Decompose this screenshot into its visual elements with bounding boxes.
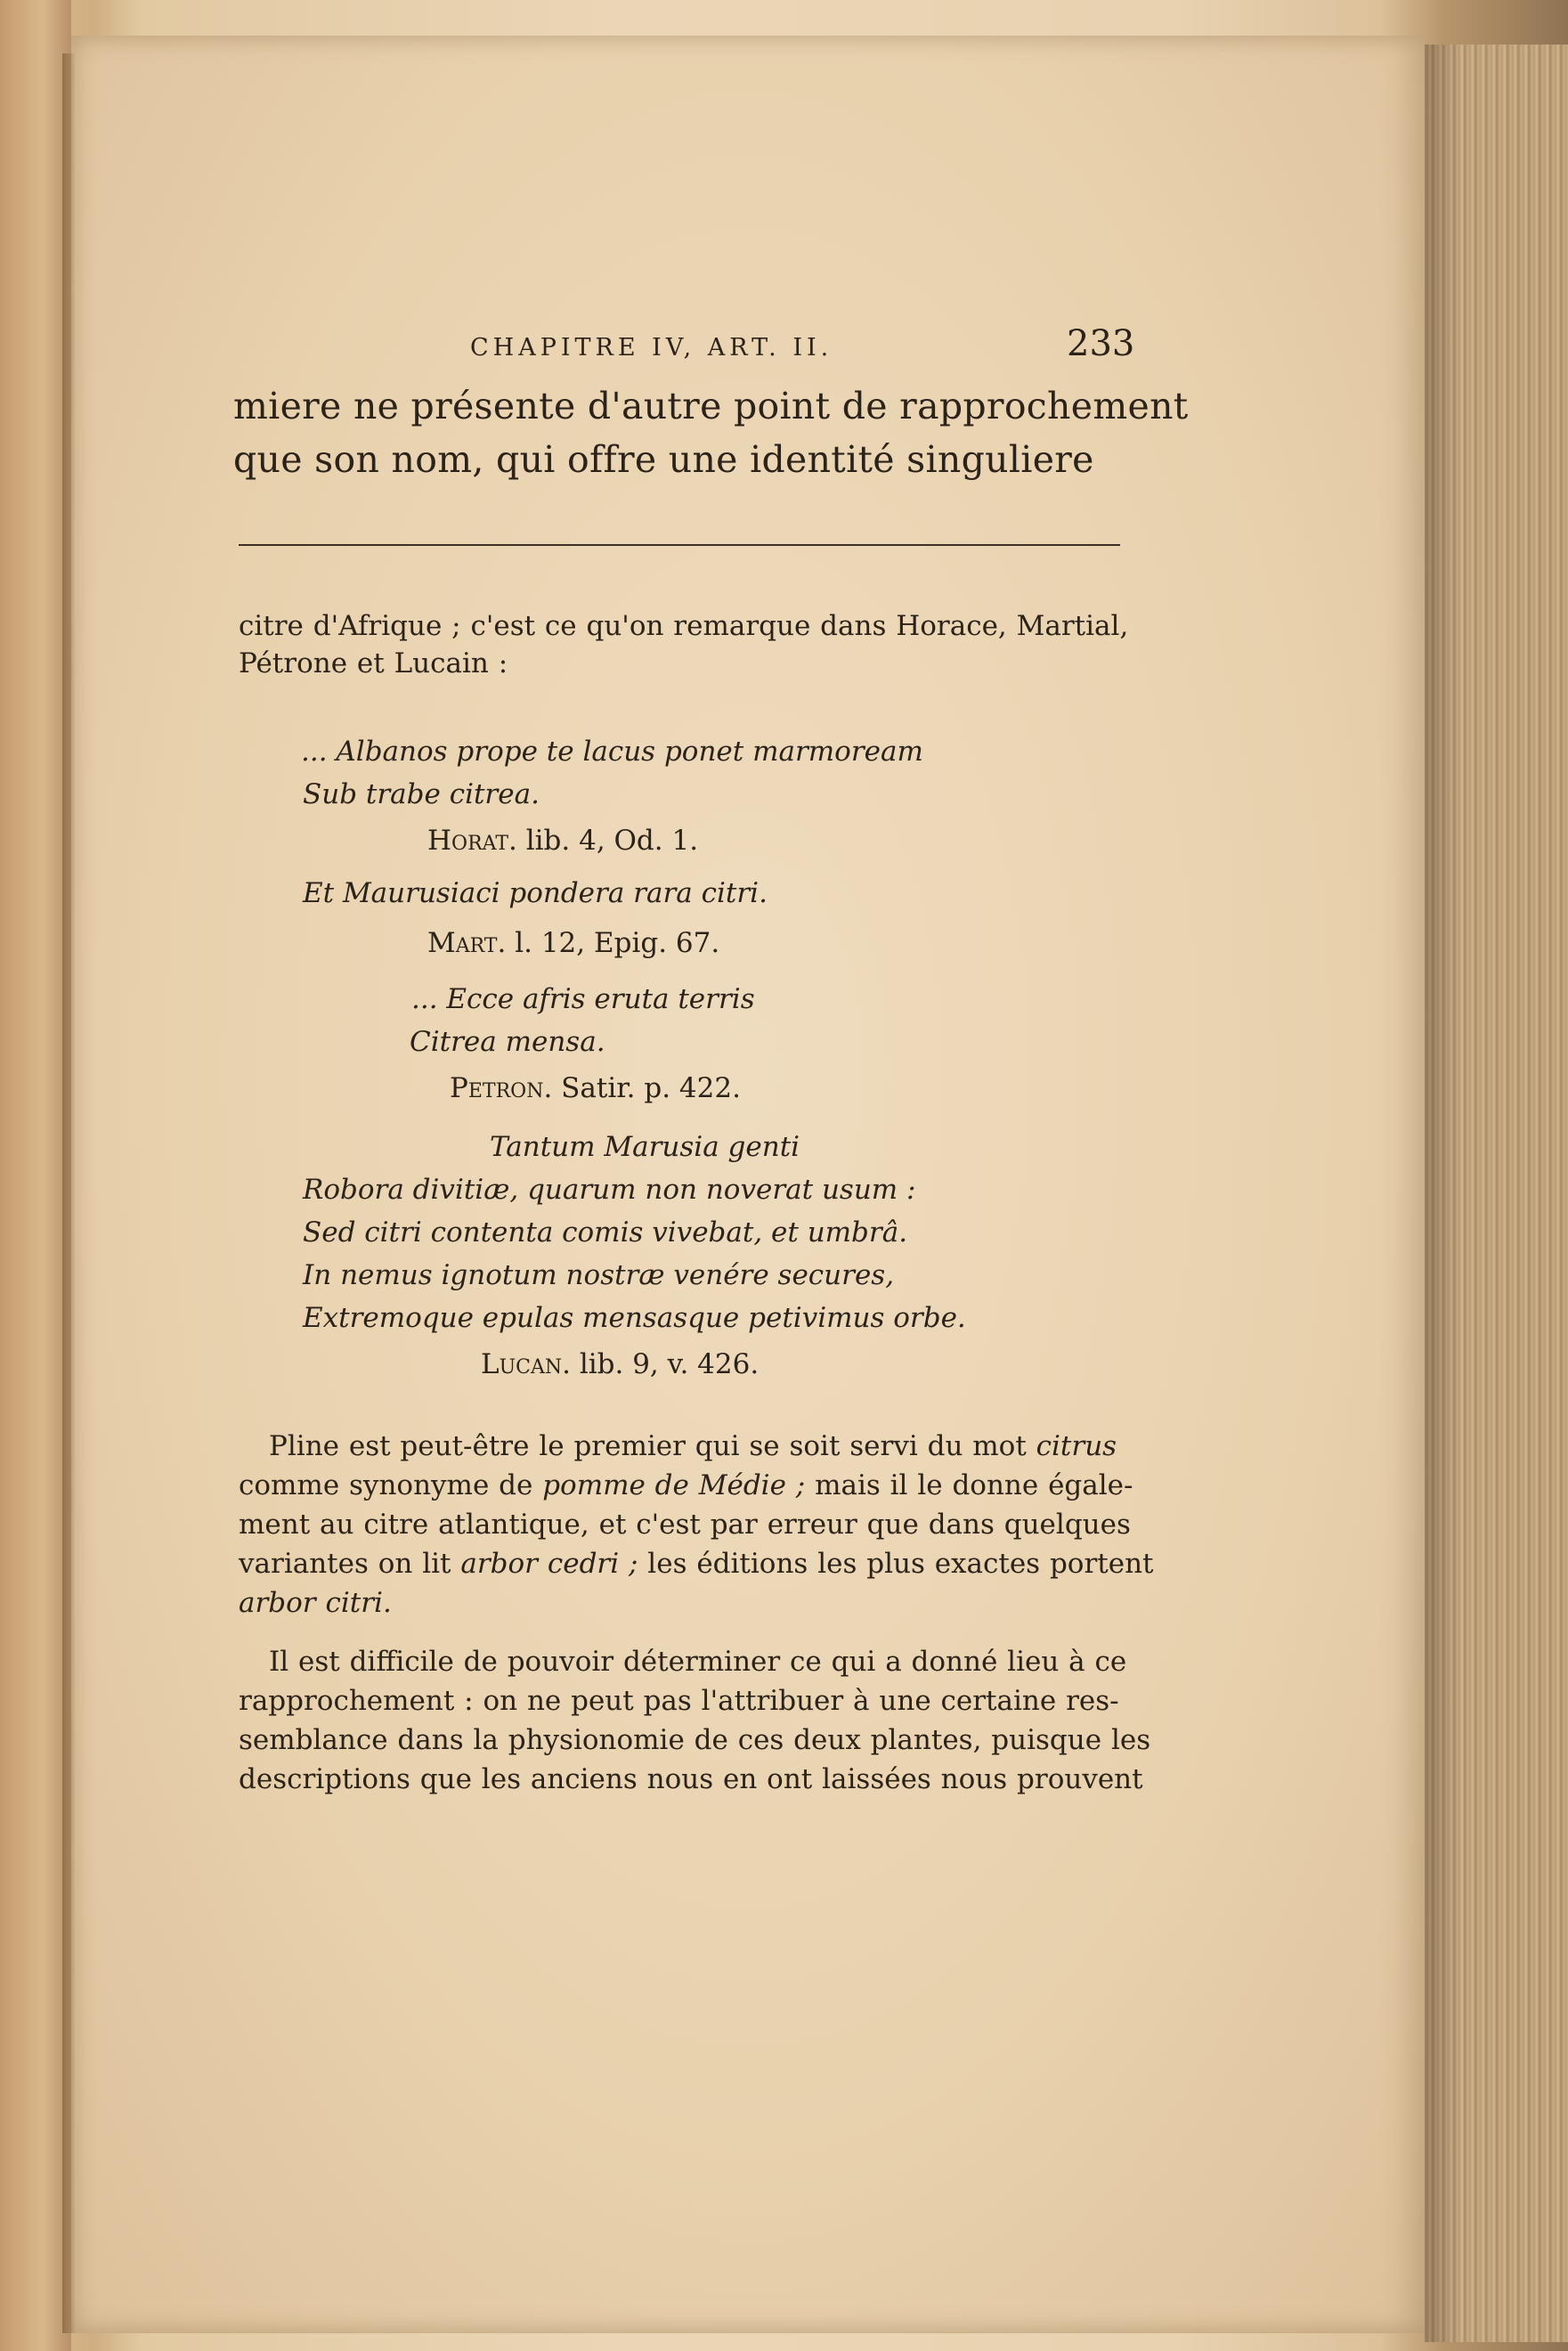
quote-horace-line-1: ... Albanos prope te lacus ponet marmoream	[301, 736, 923, 768]
source-reference: . lib. 4, Od. 1.	[508, 825, 699, 857]
section-rule	[239, 544, 1120, 546]
para1-text: les éditions les plus exactes portent	[638, 1548, 1154, 1580]
para2-line-2: rapprochement : on ne peut pas l'attribuer à une certaine res-	[239, 1685, 1119, 1717]
intro-line-1: citre d'Afrique ; c'est ce qu'on remarque dans Horace, Martial,	[239, 610, 1129, 642]
para2-line-4: descriptions que les anciens nous en ont laissées nous prouvent	[239, 1763, 1143, 1795]
quote-martial-line-1: Et Maurusiaci pondera rara citri.	[303, 877, 768, 909]
quote-horace-source	[427, 825, 698, 857]
para1-italic: pomme de Médie ;	[542, 1469, 806, 1501]
para1-text: variantes on lit	[239, 1548, 461, 1580]
source-author: Mart	[427, 927, 498, 959]
para1-line-5: arbor citri.	[239, 1587, 392, 1619]
para1-text: Pline est peut-être le premier qui se soit servi du mot	[269, 1430, 1036, 1462]
quote-lucain-source	[481, 1348, 759, 1380]
facing-page-edge	[0, 0, 71, 2351]
para1-text: comme synonyme de	[239, 1469, 543, 1501]
book-gutter	[62, 53, 75, 2333]
quote-lucain-line-2: Robora divitiæ, quarum non noverat usum :	[303, 1174, 916, 1206]
intro-line-2: Pétrone et Lucain :	[239, 647, 508, 679]
para1-italic: arbor cedri ;	[460, 1548, 638, 1580]
page-edge-shadow	[1425, 45, 1460, 2342]
running-head: CHAPITRE IV, ART. II.	[470, 334, 833, 362]
quote-petrone-source	[450, 1072, 741, 1104]
para1-italic: citrus	[1036, 1430, 1117, 1462]
para1-line-1	[269, 1430, 1117, 1462]
para1-line-3: ment au citre atlantique, et c'est par erreur que dans quelques	[239, 1509, 1131, 1541]
quote-lucain-line-1: Tantum Marusia genti	[490, 1131, 800, 1163]
quote-horace-line-2: Sub trabe citrea.	[303, 778, 540, 810]
continued-line-1: miere ne présente d'autre point de rapprochement	[233, 385, 1189, 427]
quote-petrone-line-2: Citrea mensa.	[410, 1026, 605, 1058]
source-reference: . l. 12, Epig. 67.	[497, 927, 720, 959]
para1-line-4	[239, 1548, 1154, 1580]
quote-petrone-line-1: ... Ecce afris eruta terris	[411, 983, 755, 1015]
page-number: 233	[1067, 323, 1135, 364]
para2-line-3: semblance dans la physionomie de ces deux plantes, puisque les	[239, 1724, 1151, 1756]
quote-martial-source	[427, 927, 719, 959]
source-author: Petron	[450, 1072, 544, 1104]
para2-line-1: Il est difficile de pouvoir déterminer ce qui a donné lieu à ce	[269, 1646, 1127, 1678]
source-author: Lucan	[481, 1348, 563, 1380]
quote-lucain-line-4: In nemus ignotum nostræ venére secures,	[303, 1259, 895, 1291]
quote-lucain-line-3: Sed citri contenta comis vivebat, et umbrâ.	[303, 1216, 908, 1249]
source-reference: . lib. 9, v. 426.	[562, 1348, 760, 1380]
quote-lucain-line-5: Extremoque epulas mensasque petivimus orbe.	[303, 1302, 966, 1334]
para1-text: mais il le donne égale-	[805, 1469, 1133, 1501]
para1-line-2	[239, 1469, 1133, 1501]
source-author: Horat	[427, 825, 508, 857]
continued-line-2: que son nom, qui offre une identité singuliere	[233, 438, 1094, 481]
source-reference: . Satir. p. 422.	[543, 1072, 741, 1104]
